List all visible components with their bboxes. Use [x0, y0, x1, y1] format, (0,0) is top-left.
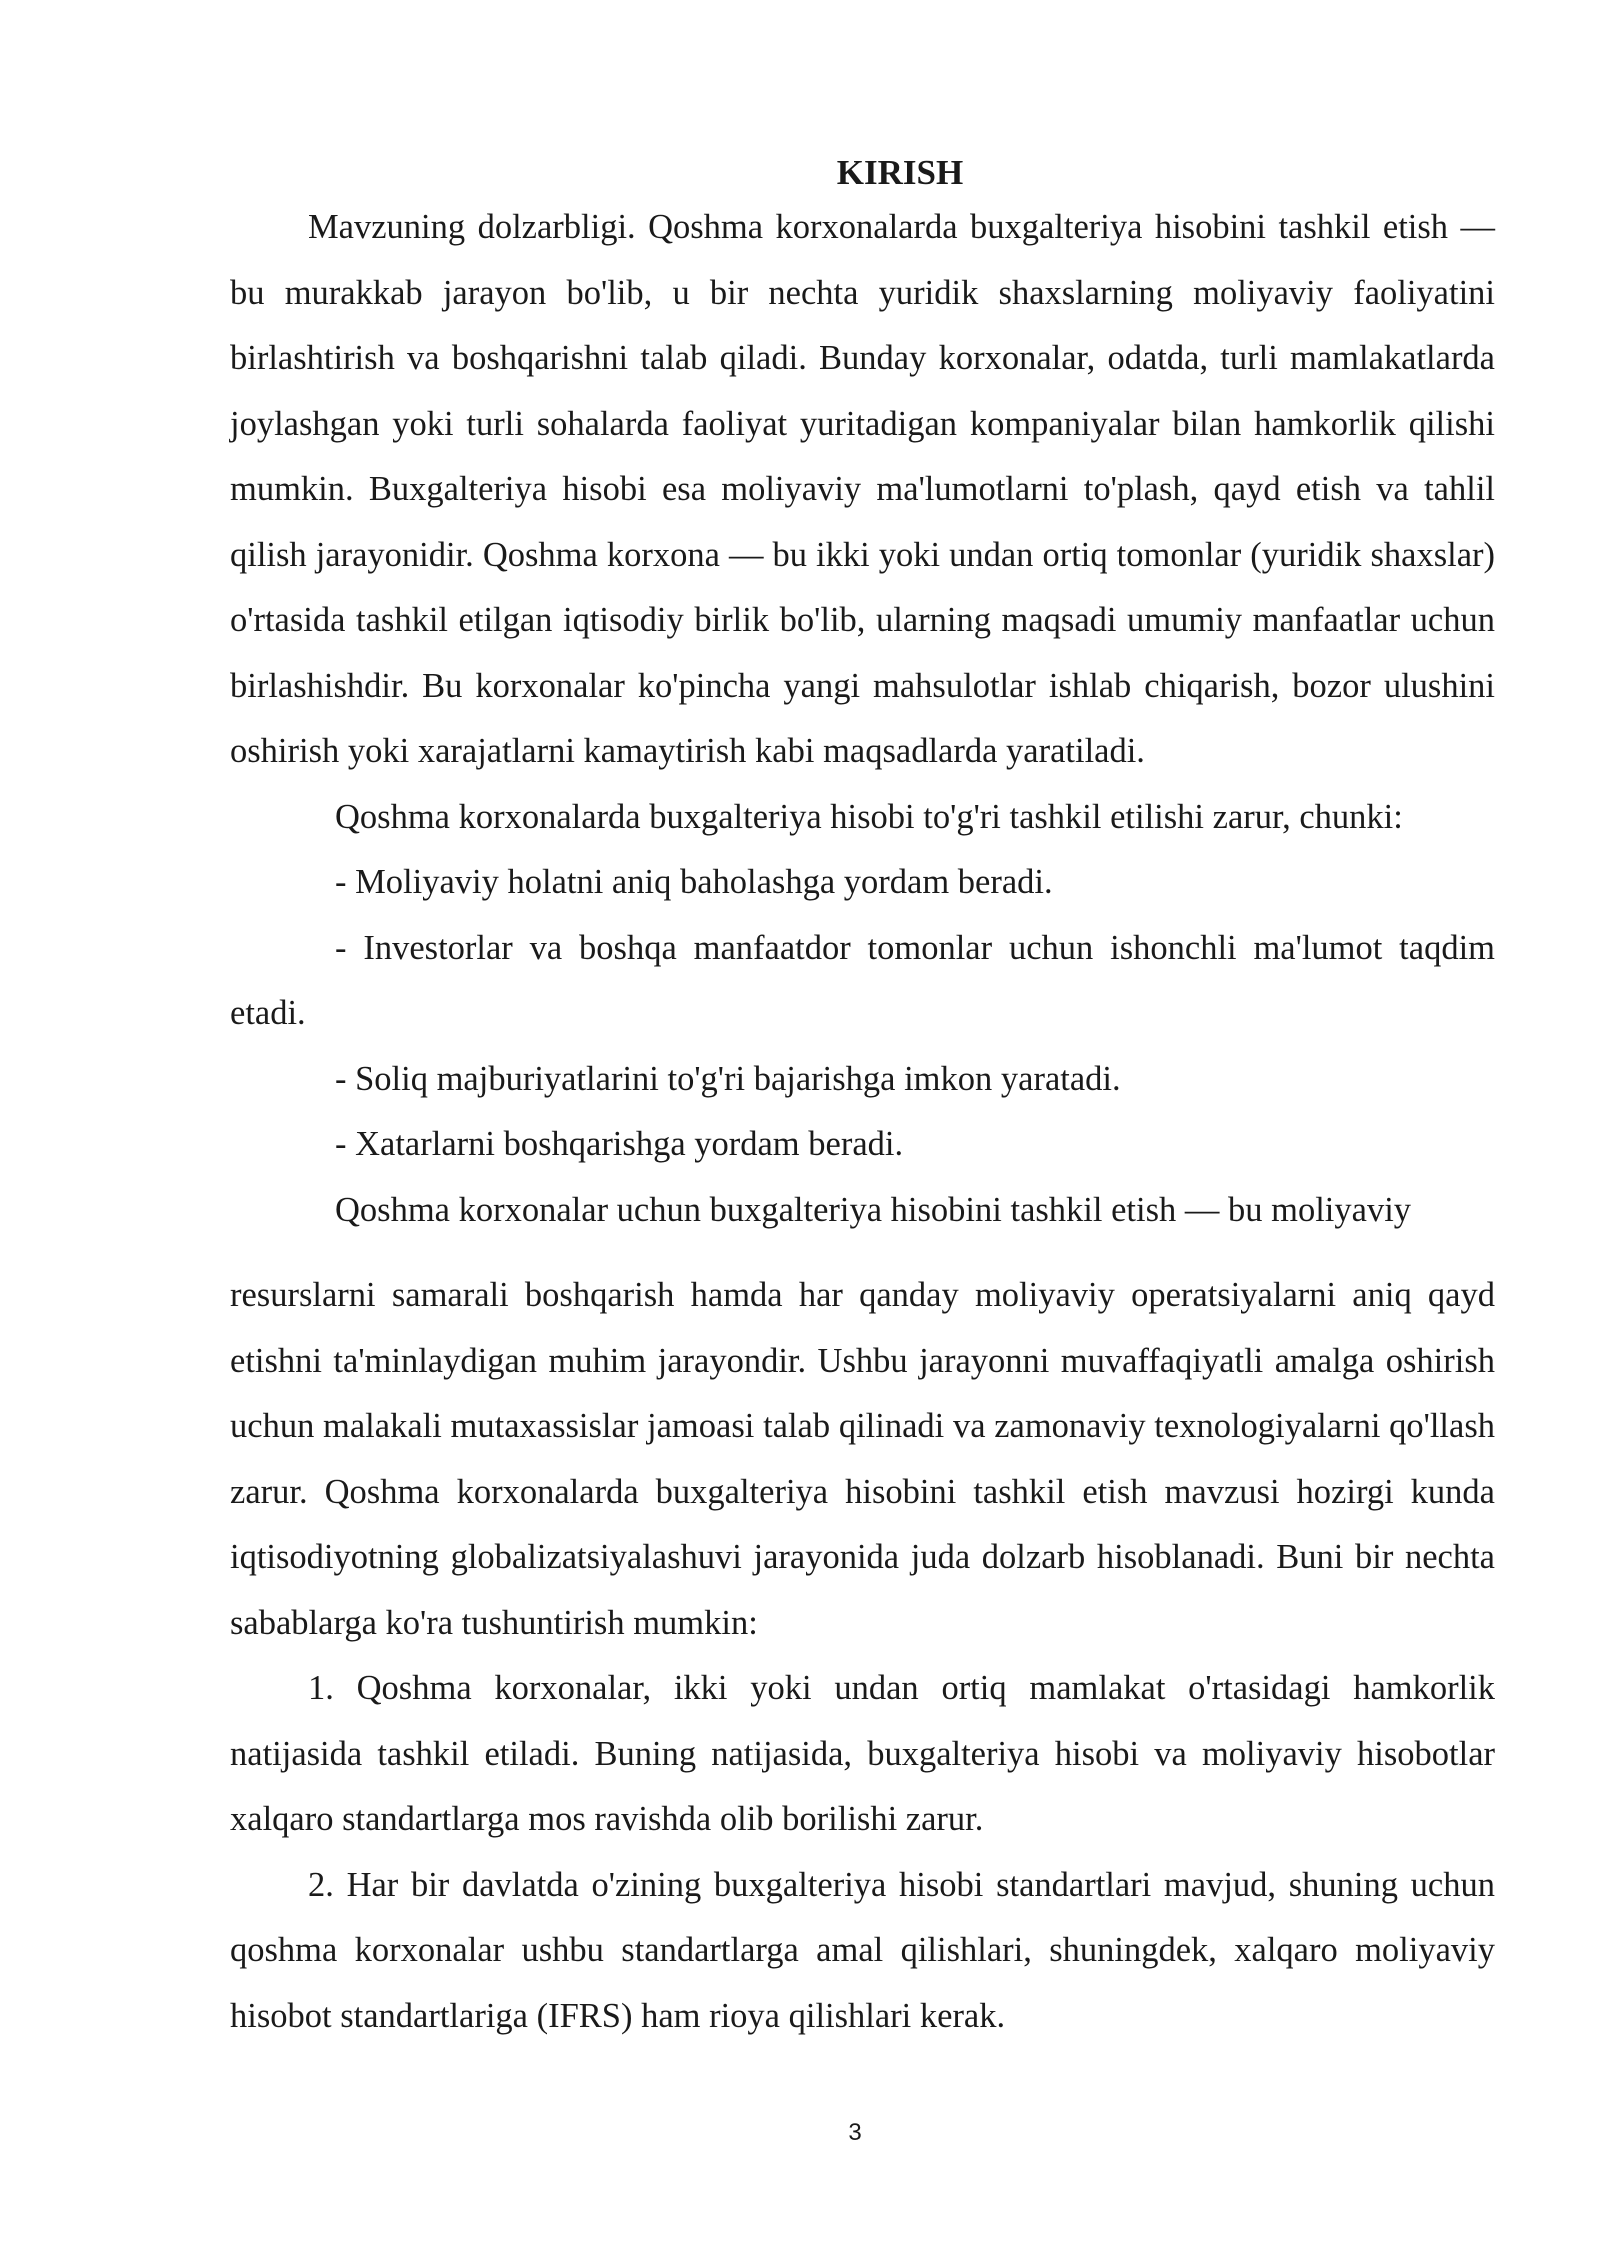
paragraph-organization-continued: resurslarni samarali boshqarish hamda har qanday moliyaviy operatsiyalarni aniq qayd etishni ta'minlaydigan muhim jarayondir. Ushbu jarayonni muvaffaqiyatli amalga oshirish uchun malakali mutaxassislar jamoasi talab qilinadi va zamonaviy texnologiyalarni qo'llash zarur. Qoshma korxonalarda buxgalteriya hisobini tashkil etish mavzusi hozirgi kunda iqtisodiyotning globalizatsiyalashuvi jarayonida juda dolzarb hisoblanadi. Buni bir nechta sabablarga ko'ra tushuntirish mumkin:	[230, 1276, 1495, 1642]
numbered-item-2: 2. Har bir davlatda o'zining buxgalteriya hisobi standartlari mavjud, shuning uchun qoshma korxonalar ushbu standartlarga amal qilishlari, shuningdek, xalqaro moliyaviy hisobot standartlariga (IFRS) ham rioya qilishlari kerak.	[230, 1865, 1495, 2035]
paragraph-reasons-intro: Qoshma korxonalarda buxgalteriya hisobi to'g'ri tashkil etilishi zarur, chunki:	[335, 797, 1403, 836]
list-item-financial-state: - Moliyaviy holatni aniq baholashga yordam beradi.	[335, 863, 1053, 901]
list-item-risks: - Xatarlarni boshqarishga yordam beradi.	[335, 1125, 904, 1163]
paragraph-relevance: Mavzuning dolzarbligi. Qoshma korxonalarda buxgalteriya hisobini tashkil etish — bu murakkab jarayon bo'lib, u bir nechta yuridik shaxslarning moliyaviy faoliyatini birlashtirish va boshqarishni talab qiladi. Bunday korxonalar, odatda, turli mamlakatlarda joylashgan yoki turli sohalarda faoliyat yuritadigan kompaniyalar bilan hamkorlik qilishi mumkin. Buxgalteriya hisobi esa moliyaviy ma'lumotlarni to'plash, qayd etish va tahlil qilish jarayonidir. Qoshma korxona — bu ikki yoki undan ortiq tomonlar (yuridik shaxslar) o'rtasida tashkil etilgan iqtisodiy birlik bo'lib, ularning maqsadi umumiy manfaatlar uchun birlashishdir. Bu korxonalar ko'pincha yangi mahsulotlar ishlab chiqarish, bozor ulushini oshirish yoki xarajatlarni kamaytirish kabi maqsadlarda yaratiladi.	[230, 208, 1495, 770]
paragraph-organization-start: Qoshma korxonalar uchun buxgalteriya hisobini tashkil etish — bu moliyaviy	[335, 1190, 1412, 1229]
numbered-item-1: 1. Qoshma korxonalar, ikki yoki undan ortiq mamlakat o'rtasidagi hamkorlik natijasida tashkil etiladi. Buning natijasida, buxgalteriya hisobi va moliyaviy hisobotlar xalqaro standartlarga mos ravishda olib borilishi zarur.	[230, 1669, 1495, 1838]
page-content	[230, 150, 1495, 2049]
page-number: 3	[848, 2119, 862, 2146]
list-item-tax: - Soliq majburiyatlarini to'g'ri bajarishga imkon yaratadi.	[335, 1059, 1121, 1098]
section-title: KIRISH	[836, 153, 964, 192]
list-item-investors: - Investorlar va boshqa manfaatdor tomonlar uchun ishonchli ma'lumot taqdim etadi.	[230, 928, 1495, 1032]
